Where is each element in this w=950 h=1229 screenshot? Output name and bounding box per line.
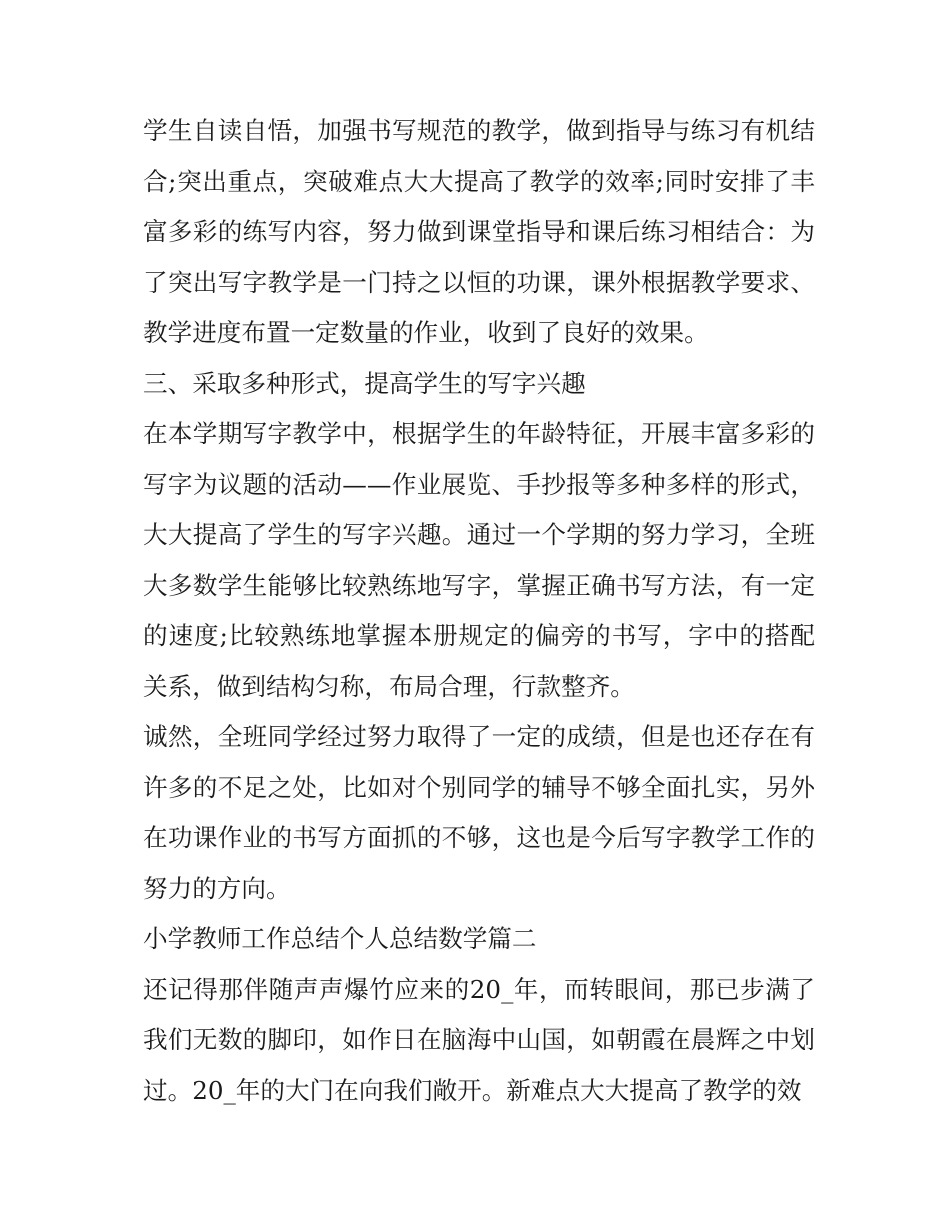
paragraph-writing-interest: 在本学期写字教学中，根据学生的年龄特征，开展丰富多彩的写字为议题的活动——作业展览、手抄报等多种多样的形式，大大提高了学生的写字兴趣。通过一个学期的努力学习，全班大多数学生能够比较熟练地写字，掌握正确书写方法，有一定的速度;比较熟练地掌握本册规定的偏旁的书写，字中的搭配关系，做到结构匀称，布局合理，行款整齐。 (143, 419, 815, 701)
document-body (143, 106, 815, 1116)
paragraph-new-year: 还记得那伴随声声爆竹应来的20_年，而转眼间，那已步满了我们无数的脚印，如作日在脑海中山国，如朝霞在晨辉之中划过。20_年的大门在向我们敞开。新难点大大提高了教学的效 (143, 974, 815, 1105)
paragraph-shortcomings: 诚然，全班同学经过努力取得了一定的成绩，但是也还存在有许多的不足之处，比如对个别同学的辅导不够全面扎实，另外在功课作业的书写方面抓的不够，这也是今后写字教学工作的努力的方向。 (143, 722, 815, 903)
section-heading-three: 三、采取多种形式，提高学生的写字兴趣 (143, 368, 586, 398)
paragraph-writing-practice: 学生自读自悟，加强书写规范的教学，做到指导与练习有机结合;突出重点，突破难点大大提高了教学的效率;同时安排了丰富多彩的练写内容，努力做到课堂指导和课后练习相结合：为了突出写字教学是一门持之以恒的功课，课外根据教学要求、教学进度布置一定数量的作业，收到了良好的效果。 (143, 116, 815, 347)
article-title-part-two: 小学教师工作总结个人总结数学篇二 (143, 924, 537, 953)
